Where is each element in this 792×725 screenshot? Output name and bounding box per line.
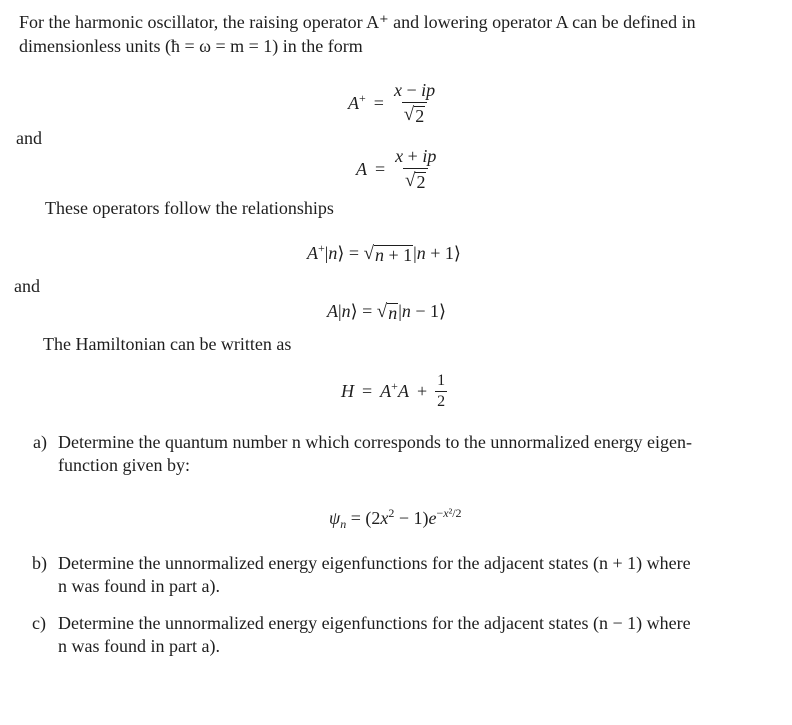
hamiltonian-text: The Hamiltonian can be written as: [43, 334, 292, 354]
part-a-line-1: Determine the quantum number n which corresponds to the unnormalized energy eigen-: [58, 432, 692, 452]
part-a-line-2: function given by:: [58, 455, 190, 475]
part-c-line-2: n was found in part a).: [58, 636, 220, 656]
part-c-line-1: Determine the unnormalized energy eigenfunctions for the adjacent states (n − 1) where: [58, 613, 691, 633]
connector-and-1: and: [16, 128, 42, 148]
wavefunction-equation: $\psi_n = (2x^2 - 1)e^{-x^2/2}$: [329, 506, 462, 531]
raising-operator-equation: A+ = x − ip √ 2: [348, 80, 436, 126]
intro-line-1: For the harmonic oscillator, the raising operator A⁺ and lowering operator A can be defined in: [19, 12, 696, 32]
part-b-line-2: n was found in part a).: [58, 576, 220, 596]
relationships-text: These operators follow the relationships: [45, 198, 334, 218]
intro-line-2: dimensionless units (ħ = ω = m = 1) in the form: [19, 36, 363, 56]
lowering-action-equation: A|n⟩ = √ n |n − 1⟩: [327, 301, 447, 323]
part-c-label: c): [32, 613, 46, 633]
part-b-label: b): [32, 553, 47, 573]
connector-and-2: and: [14, 276, 40, 296]
part-a-label: a): [33, 432, 47, 452]
part-b-line-1: Determine the unnormalized energy eigenfunctions for the adjacent states (n + 1) where: [58, 553, 691, 573]
hamiltonian-equation: H = A+A + $\frac{1}{2}$: [341, 372, 446, 410]
lowering-operator-equation: A = x + ip √ 2: [356, 146, 437, 192]
raising-action-equation: A+|n⟩ = √ n + 1 |n + 1⟩: [307, 241, 461, 265]
